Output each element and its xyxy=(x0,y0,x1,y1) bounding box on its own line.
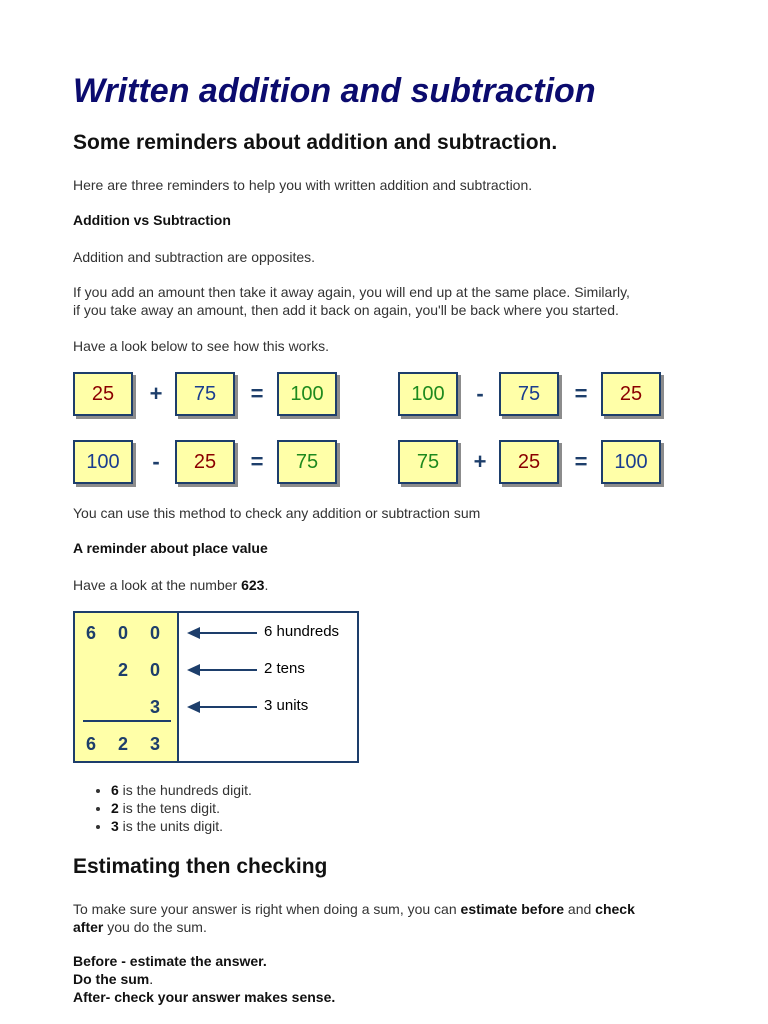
bullet-digit: 3 xyxy=(111,818,119,834)
equation-box: 25 xyxy=(73,372,133,416)
number-intro-label: Have a look at the number xyxy=(73,577,242,593)
label-tens: 2 tens xyxy=(264,660,305,677)
total-digit-tens: 2 xyxy=(117,734,128,754)
equation-box: 75 xyxy=(175,372,235,416)
check-method-text: You can use this method to check any addition or subtraction sum xyxy=(73,505,481,521)
digit-tens: 2 xyxy=(117,660,128,680)
equation-result-box: 100 xyxy=(601,440,661,484)
bullet-text: is the tens digit. xyxy=(118,800,220,816)
label-hundreds: 6 hundreds xyxy=(264,623,340,640)
after-emphasis: after xyxy=(73,919,104,935)
equation-result-box: 75 xyxy=(277,440,337,484)
step-do-sum xyxy=(73,971,153,987)
section-heading-estimating: Estimating then checking xyxy=(73,855,328,878)
place-value-digits-column xyxy=(75,613,179,761)
digit-units: 0 xyxy=(149,623,160,643)
equation-box: 100 xyxy=(398,372,458,416)
estimate-text-part: you do the sum. xyxy=(103,919,207,935)
plus-sign: + xyxy=(473,449,487,474)
estimate-text-line-1 xyxy=(73,900,635,918)
list-item xyxy=(111,799,252,817)
step-do-sum-label: Do the sum xyxy=(73,971,150,987)
number-value: 623 xyxy=(241,577,265,593)
bullet-text: is the units digit. xyxy=(118,818,224,834)
bullet-digit: 6 xyxy=(111,782,119,798)
arrow-left-icon xyxy=(187,627,259,639)
total-digit-units: 3 xyxy=(149,734,160,754)
equals-sign: = xyxy=(250,449,264,474)
equation-box: 100 xyxy=(73,440,133,484)
list-item xyxy=(111,817,252,835)
section-heading-place-value: A reminder about place value xyxy=(73,540,268,556)
plus-sign: + xyxy=(149,381,163,406)
digit-tens: 0 xyxy=(117,623,128,643)
equals-sign: = xyxy=(574,449,588,474)
check-emphasis: check xyxy=(595,901,635,917)
label-units: 3 units xyxy=(264,697,309,714)
sum-line xyxy=(83,720,171,722)
digit-units: 0 xyxy=(149,660,160,680)
estimate-text-line-2 xyxy=(73,918,207,936)
equals-sign: = xyxy=(250,381,264,406)
section-heading-addition-vs-subtraction: Addition vs Subtraction xyxy=(73,212,231,228)
step-before: Before - estimate the answer. xyxy=(73,953,267,969)
digit-units: 3 xyxy=(149,697,160,717)
estimate-text-part: To make sure your answer is right when doing a sum, you can xyxy=(73,901,461,917)
equation-box: 75 xyxy=(499,372,559,416)
minus-sign: - xyxy=(476,381,484,406)
look-below-text: Have a look below to see how this works. xyxy=(73,338,330,354)
bullet-text: is the hundreds digit. xyxy=(118,782,252,798)
number-intro-text xyxy=(73,576,268,594)
equation-result-box: 100 xyxy=(277,372,337,416)
bullet-digit: 2 xyxy=(111,800,119,816)
step-do-sum-end: . xyxy=(149,971,154,987)
opposites-text: Addition and subtraction are opposites. xyxy=(73,249,316,265)
total-digit-hundreds: 6 xyxy=(85,734,96,754)
explanation-line-2: if you take away an amount, then add it back on again, you'll be back where you started. xyxy=(73,302,619,318)
page-title: Written addition and subtraction xyxy=(73,72,596,110)
equation-box: 25 xyxy=(499,440,559,484)
list-item xyxy=(111,781,252,799)
intro-text: Here are three reminders to help you with written addition and subtraction. xyxy=(73,177,533,193)
step-after: After- check your answer makes sense. xyxy=(73,989,336,1005)
page-subtitle: Some reminders about addition and subtraction. xyxy=(73,131,558,154)
digit-hundreds: 6 xyxy=(85,623,96,643)
estimate-text-part: and xyxy=(564,901,596,917)
minus-sign: - xyxy=(152,449,160,474)
equation-box: 25 xyxy=(175,440,235,484)
equation-result-box: 25 xyxy=(601,372,661,416)
arrow-left-icon xyxy=(187,701,259,713)
arrow-left-icon xyxy=(187,664,259,676)
equation-box: 75 xyxy=(398,440,458,484)
number-intro-end: . xyxy=(264,577,269,593)
digit-bullet-list xyxy=(73,781,252,835)
place-value-table xyxy=(73,611,359,763)
equals-sign: = xyxy=(574,381,588,406)
explanation-line-1: If you add an amount then take it away again, you will end up at the same place. Similarly, xyxy=(73,284,630,300)
estimate-before-emphasis: estimate before xyxy=(460,901,565,917)
